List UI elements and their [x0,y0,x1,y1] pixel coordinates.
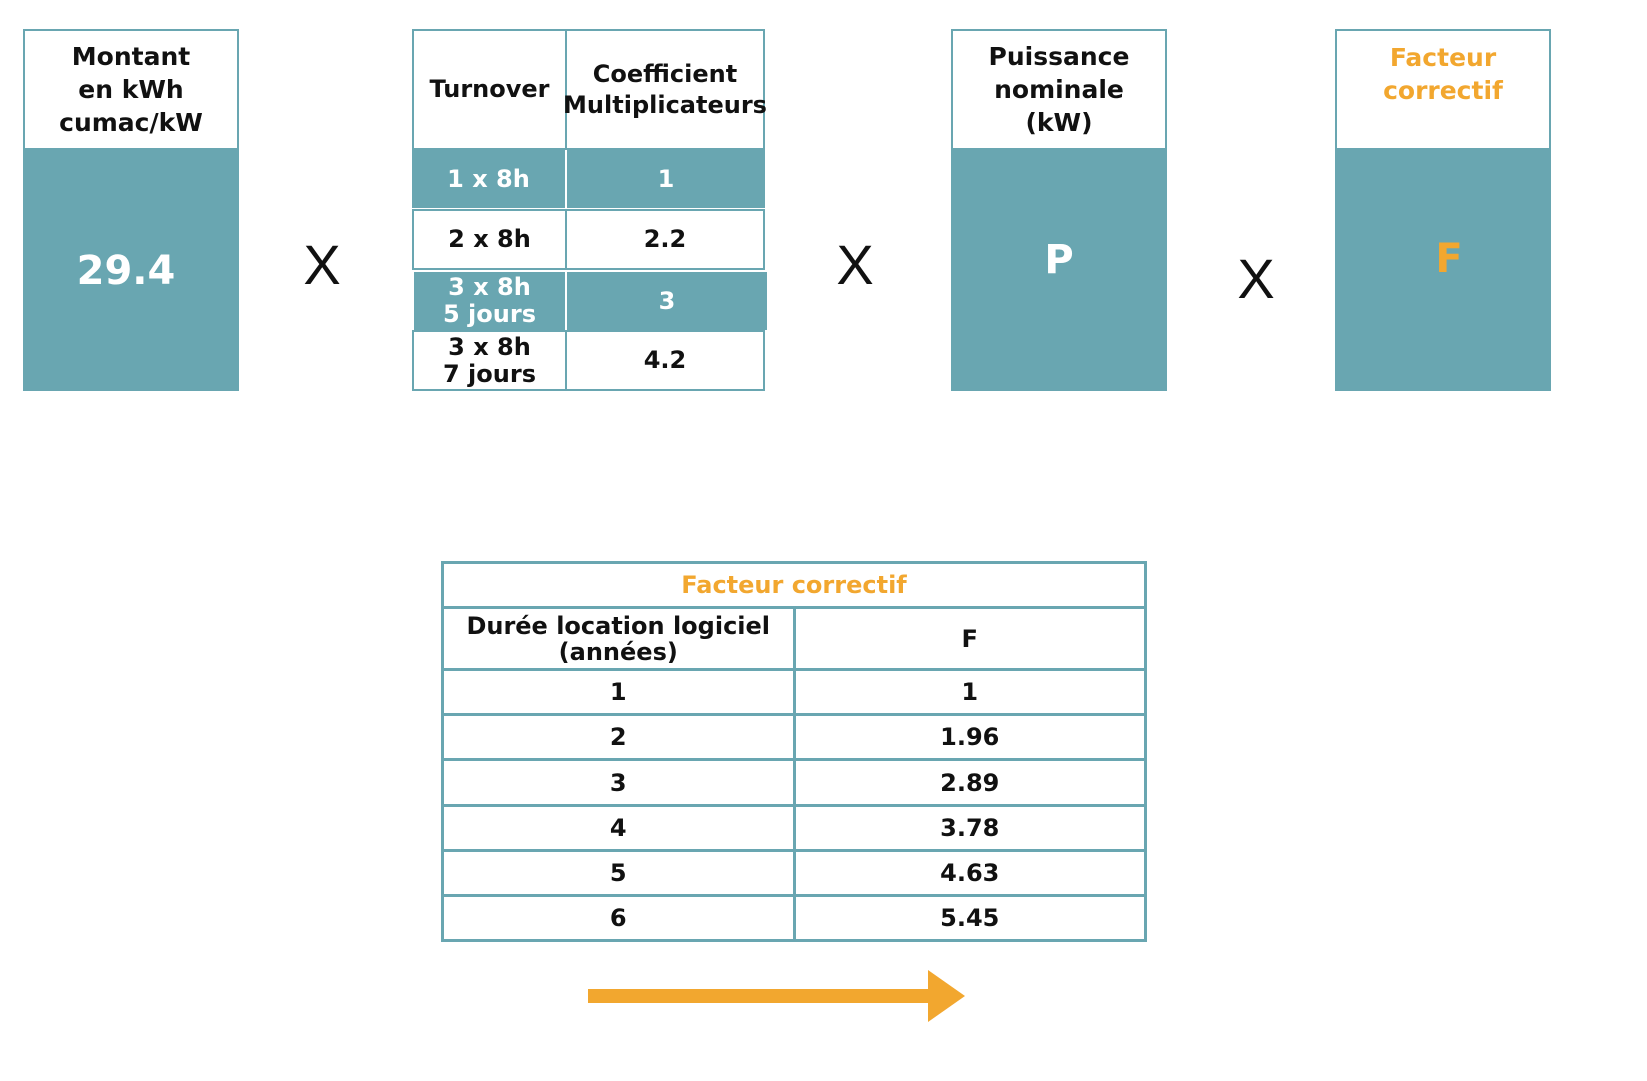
f-cell: 3.78 [794,805,1146,850]
f-cell: 1.96 [794,715,1146,760]
montant-header: Montant en kWh cumac/kW [23,29,239,150]
duree-cell: 2 [443,715,795,760]
puissance-value: P [1044,236,1074,283]
facteur-value-box [1335,150,1551,391]
f-cell: 5.45 [794,895,1146,940]
turnover-cell: 3 x 8h 5 jours [414,272,565,330]
table-row [443,850,1146,895]
table-row [443,715,1146,760]
puissance-value-box [951,150,1167,391]
turnover-cell: 3 x 8h 7 jours [412,330,567,391]
multiply-sign-2: X [836,232,874,296]
montant-value-box [23,150,239,391]
f-cell: 4.63 [794,850,1146,895]
duree-cell: 3 [443,760,795,805]
right-arrow-icon [585,966,970,1026]
duree-cell: 1 [443,670,795,715]
facteur-header: Facteur correctif [1335,29,1551,150]
f-cell: 1 [794,670,1146,715]
table-row [443,805,1146,850]
correction-table [441,561,1147,942]
f-cell: 2.89 [794,760,1146,805]
coef-cell: 4.2 [565,330,765,391]
duree-cell: 6 [443,895,795,940]
turnover-cell: 2 x 8h [412,209,567,270]
coefficient-header: Coefficient Multiplicateurs [565,29,765,150]
coef-cell: 3 [567,272,767,330]
correction-table-title: Facteur correctif [443,563,1146,608]
column-header-f: F [794,608,1146,670]
table-row [443,670,1146,715]
column-header-duree: Durée location logiciel (années) [443,608,795,670]
facteur-value: F [1435,235,1463,282]
puissance-header: Puissance nominale (kW) [951,29,1167,150]
duree-cell: 4 [443,805,795,850]
turnover-header: Turnover [412,29,567,150]
coef-cell: 1 [567,150,765,208]
multiply-sign-1: X [303,232,341,296]
turnover-cell: 1 x 8h [412,150,565,208]
table-row [443,760,1146,805]
coef-cell: 2.2 [565,209,765,270]
multiply-sign-3: X [1237,246,1275,310]
table-row [443,895,1146,940]
duree-cell: 5 [443,850,795,895]
montant-value: 29.4 [76,247,176,294]
